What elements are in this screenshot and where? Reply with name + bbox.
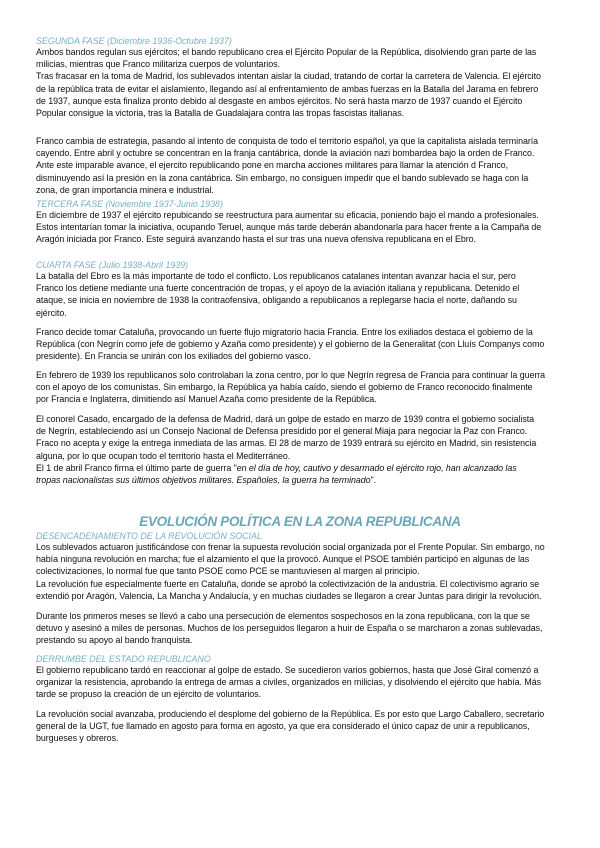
section-heading-derrumbe: DERRUMBE DEL ESTADO REPUBLICANO (36, 654, 211, 664)
paragraph (36, 413, 576, 462)
text-line: disminuyendo así la presión en la zona cantábrica. Sin embargo, no consiguen impedir que el bando sublevado se haga con la (36, 172, 529, 183)
text-line: detuvo y asesinó a miles de personas. Muchos de los perseguidos llegaron a huir de España o se marcharon a zonas sublevadas, (36, 623, 543, 634)
text-line: La revolución social avanzaba, produciendo el desplome del gobierno de la República. Es por esto que Largo Caballero, secretario (36, 709, 545, 719)
section-heading-cuarta-fase: CUARTA FASE (Julio 1938-Abril 1939) (36, 260, 189, 270)
text-line: República (con Negrín como jefe de gobierno y Azaña como presidente) y el gobierno de la Generalitat (con Lluís Companys como (36, 339, 545, 350)
text-line: Durante los primeros meses se llevó a cabo una persecución de elementos sospechosos en la zona republicana, con la que se (36, 611, 530, 621)
text-line: tarde se propuso la creación de un ejército de voluntarios. (36, 689, 261, 700)
text-line: alguna, por lo que ocupan todo el territorio hasta el Mediterráneo. (36, 450, 291, 461)
text-line: En diciembre de 1937 el ejército repubicando se reestructura para aumentar su eficacia, poniendo bajo el mando a profesionales. (36, 210, 539, 220)
text-line: por Francia e Inglaterra, dimitiendo así Manuel Azaña como presidente de la República. (36, 394, 377, 405)
text-line: Fraco no acepta y exige la entrega inmediata de las armas. El 28 de marzo de 1939 entrará su ejército en Madrid, sin resistencia (36, 438, 537, 449)
text-line: ataque, se inicia en noviembre de 1938 la contraofensiva, obligando a republicanos a replegarse hacia el norte, dañando su (36, 295, 517, 306)
quote-paragraph (36, 462, 576, 486)
text-line: ejército. (36, 307, 67, 318)
paragraph (36, 46, 576, 119)
text-line: de la república trata de evitar el aislamiento, llegando así al enfrentamiento de ambas fuerzas en la Batalla del Jarama en febrero (36, 83, 539, 94)
text-line: burgueses y obreros. (36, 733, 119, 744)
quote-text: en el día de hoy, cautivo y desarmado el ejército rojo, han alcanzado las (236, 463, 517, 473)
text-line: El conorel Casado, encargado de la defensa de Madrid, dará un golpe de estado en marzo de 1939 contra el gobierno socialista (36, 414, 535, 424)
paragraph (36, 369, 576, 406)
text-line: Ambos bandos regulan sus ejércitos; el bando republicano crea el Ejército Popular de la República, disolviendo gran parte de las (36, 47, 537, 57)
text-line: prestando su apoyo al bando franquista. (36, 635, 193, 646)
text-line: había ninguna revolución en marcha; fue el alzamiento el que la provocó. Aunque el PSOE también participó en algunas de las (36, 554, 530, 565)
paragraph (36, 270, 576, 319)
quote-end: ". (370, 475, 377, 486)
text-line: Estos intentarían tomar la iniciativa, ocupando Teruel, aunque más tarde deberán abandonarla para hacer frente a la Campaña de (36, 222, 542, 233)
paragraph (36, 541, 576, 602)
paragraph (36, 326, 576, 363)
text-line: Popular consigue la victoria, tras la Batalla de Guadalajara contra las tropas fascistas italianas. (36, 107, 405, 118)
section-title: EVOLUCIÓN POLÍTICA EN LA ZONA REPUBLICANA (139, 514, 461, 529)
text-line: Franco los detiene mediante una fuerte concentración de tropas, y el apoyo de la aviación italiana y republicana. Detenido el (36, 283, 520, 294)
section-heading-segunda-fase: SEGUNDA FASE (Diciembre 1936-Octubre 1937) (36, 36, 232, 46)
text-line: Ante este imparable avance, el ejercito republicando pone en marcha acciones militares para llamar la atención d Franco, (36, 160, 509, 171)
text-line: La batalla del Ebro es la más importante de todo el conflicto. Los republicanos catalanes intentan avanzar hacia el sur, pero (36, 271, 516, 281)
quote-intro: El 1 de abril Franco firma el último parte de guerra " (36, 463, 237, 473)
paragraph (36, 708, 576, 745)
text-line: milicias, mientras que Franco militariza cuerpos de voluntarios. (36, 59, 280, 70)
text-line: Franco decide tomar Cataluña, provocando un fuerte flujo migratorio hacia Francia. Entre los exiliados destaca el gobierno de la (36, 327, 533, 337)
text-line: Tras fracasar en la toma de Madrid, los sublevados intentan aislar la ciudad, tratando de cortar la carretera de Valencia. El ejército (36, 71, 541, 82)
text-line: organizar la resistencia, aprobando la entrega de armas a civiles, organizados en milicias, y disolviendo el ejército que había. Más (36, 677, 541, 688)
quote-text: tropas nacionalistas sus últimos objetivos militares. Españoles, la guerra ha terminado (36, 475, 371, 486)
text-line: general de la UGT, fue llamado en agosto para forma en agosto, ya que era considerado el único capaz de unir a republicanos, (36, 721, 530, 732)
text-line: Aragón iniciada por Franco. Este seguirá avanzando hasta el sur tras una nueva ofensiva republicana en el Ebro. (36, 234, 476, 245)
text-line: colectivizaciones, lo normal fue que tanto PSOE como PCE se mantuviesen al margen al principio. (36, 566, 420, 577)
text-line: Los sublevados actuaron justificándose con frenar la supuesta revolución social organizada por el Frente Popular. Sin embargo, no (36, 542, 545, 552)
section-heading-tercera-fase: TERCERA FASE (Noviembre 1937-Junio 1938) (36, 199, 223, 209)
text-line: de 1937, aunque esta finaliza pronto debido al desgaste en ambos ejércitos. No será hasta marzo de 1937 cuando el Ejército (36, 95, 523, 106)
paragraph (36, 664, 576, 701)
text-line: La revolución fue especialmente fuerte en Cataluña, donde se aprobó la colectivización de la andustria. El colectivismo agrario se (36, 578, 540, 589)
paragraph (36, 209, 576, 246)
text-line: de Negrín, estableciendo así un Consejo Nacional de Defensa presidido por el general Miaja para negociar la Paz con Franco. (36, 426, 528, 437)
text-line: El gobierno republicano tardó en reaccionar al golpe de estado. Se sucedieron varios gobiernos, hasta que José Giral comenzó a (36, 665, 539, 675)
text-line: Franco cambia de estrategia, pasando al intento de conquista de todo el territorio español, ya que la capitalista aislada terminaría (36, 136, 539, 146)
paragraph (36, 610, 576, 647)
section-heading-desencadenamiento: DESENCADENAMIENTO DE LA REVOLUCIÓN SOCIAL (36, 531, 262, 541)
text-line: presidente). En Francia se unirán con los exiliados del gobierno vasco. (36, 351, 311, 362)
paragraph (36, 135, 576, 196)
text-line: zona, de gran importancia minera e industrial. (36, 184, 214, 195)
text-line: cayendo. Entre abril y octubre se concentran en la franja cantábrica, donde la aviación nazi bombardea bajo la orden de Franco. (36, 148, 535, 159)
text-line: extendió por Aragón, Valencia, La Mancha y Andalucía, y en muchas ciudades se llegaron a crear Juntas para dirigir la revolución. (36, 590, 542, 601)
text-line: En febrero de 1939 los republicanos solo controlaban la zona centro, por lo que Negrín regresa de Francia para continuar la guerra (36, 370, 546, 380)
text-line: con el apoyo de los comunistas. Sin embargo, la República ya había caído, siendo el gobierno de Franco reconocido finalmente (36, 382, 533, 393)
